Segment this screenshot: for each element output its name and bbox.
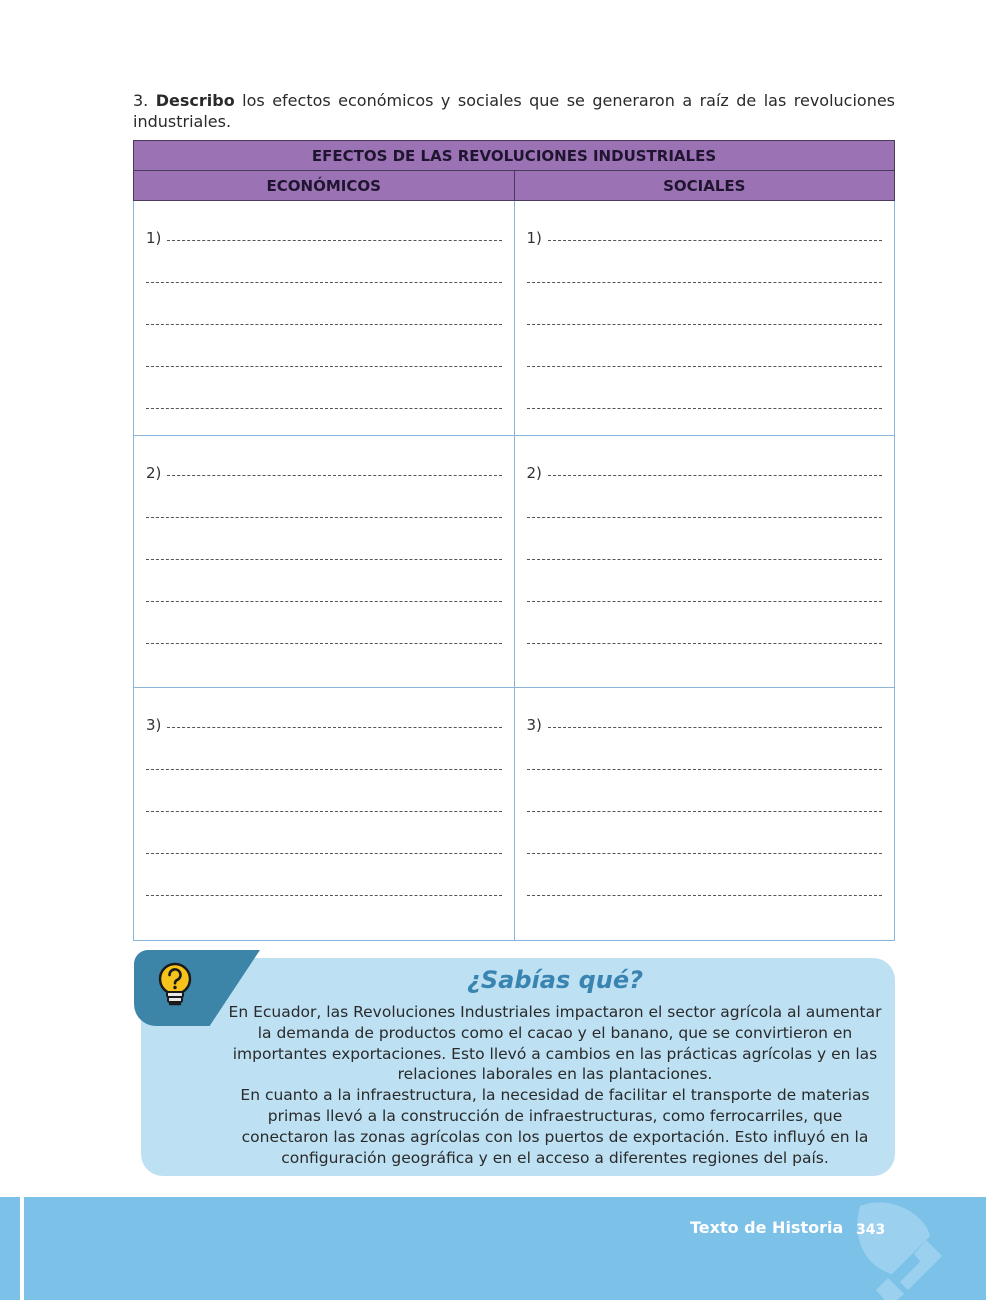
answer-line[interactable] (146, 247, 502, 289)
dashed-line (167, 474, 501, 476)
dashed-line (146, 852, 502, 854)
table-row (134, 201, 895, 436)
item-number: 2) (146, 464, 162, 482)
dashed-line (548, 474, 882, 476)
column-economicos: ECONÓMICOS (134, 171, 515, 201)
dashed-line (146, 323, 502, 325)
table-title: EFECTOS DE LAS REVOLUCIONES INDUSTRIALES (134, 141, 895, 171)
answer-cell-sociales[interactable] (514, 201, 895, 436)
answer-line[interactable] (527, 734, 883, 776)
answer-line[interactable] (527, 566, 883, 608)
dashed-line (146, 810, 502, 812)
answer-line[interactable] (146, 373, 502, 415)
activity-verb: Describo (155, 91, 235, 110)
dashed-line (167, 239, 501, 241)
activity-instruction (133, 90, 895, 132)
dashed-line (527, 810, 883, 812)
answer-line[interactable] (527, 524, 883, 566)
dashed-line (146, 281, 502, 283)
answer-line[interactable] (146, 734, 502, 776)
dashed-line (146, 407, 502, 409)
column-sociales: SOCIALES (514, 171, 895, 201)
answer-line[interactable] (527, 205, 883, 247)
dashed-line (527, 365, 883, 367)
item-number: 3) (146, 716, 162, 734)
item-number: 3) (526, 716, 542, 734)
answer-cell-economicos[interactable] (134, 201, 515, 436)
dashed-line (527, 281, 883, 283)
table-row (134, 688, 895, 941)
dashed-line (527, 558, 883, 560)
dashed-line (146, 768, 502, 770)
answer-line[interactable] (527, 440, 883, 482)
item-number: 2) (526, 464, 542, 482)
answer-line[interactable] (527, 289, 883, 331)
answer-line[interactable] (527, 776, 883, 818)
activity-number: 3. (133, 91, 149, 110)
dashed-line (527, 323, 883, 325)
dashed-line (146, 365, 502, 367)
dashed-line (548, 239, 882, 241)
sabias-que-title: ¿Sabías qué? (466, 966, 644, 994)
dashed-line (167, 726, 501, 728)
dashed-line (146, 600, 502, 602)
answer-line[interactable] (146, 776, 502, 818)
sabias-que-body (225, 1002, 885, 1168)
answer-line[interactable] (527, 860, 883, 902)
answer-line[interactable] (146, 331, 502, 373)
rocket-icon (830, 1196, 950, 1300)
answer-cell-economicos[interactable] (134, 436, 515, 688)
answer-line[interactable] (527, 818, 883, 860)
page-number: 343 (856, 1222, 886, 1238)
dashed-line (527, 516, 883, 518)
answer-line[interactable] (146, 692, 502, 734)
sabias-que-paragraph-2: En cuanto a la infraestructura, la necesidad de facilitar el transporte de materias primas llevó a la construcción de infraestructuras, como ferrocarriles, que conectaron las zonas agrícolas con los puertos de exportación. Esto influyó en la configuración geográfica y en el acceso a diferentes regiones del país. (240, 1086, 870, 1167)
item-number: 1) (526, 229, 542, 247)
answer-line[interactable] (527, 608, 883, 650)
answer-line[interactable] (146, 482, 502, 524)
dashed-line (146, 642, 502, 644)
answer-line[interactable] (146, 440, 502, 482)
answer-line[interactable] (527, 373, 883, 415)
answer-line[interactable] (146, 566, 502, 608)
answer-line[interactable] (146, 818, 502, 860)
answer-line[interactable] (527, 247, 883, 289)
dashed-line (527, 600, 883, 602)
dashed-line (146, 558, 502, 560)
answer-line[interactable] (527, 331, 883, 373)
footer-stripe (20, 1197, 24, 1300)
dashed-line (146, 516, 502, 518)
answer-line[interactable] (146, 289, 502, 331)
answer-line[interactable] (146, 860, 502, 902)
sabias-que-paragraph-1: En Ecuador, las Revoluciones Industriales impactaron el sector agrícola al aumentar la demanda de productos como el cacao y el banano, que se convirtieron en importantes exportaciones. Esto llevó a cambios en las prácticas agrícolas y en las relaciones laborales en las plantaciones. (228, 1003, 882, 1084)
dashed-line (548, 726, 882, 728)
answer-line[interactable] (527, 692, 883, 734)
answer-cell-sociales[interactable] (514, 688, 895, 941)
answer-line[interactable] (146, 608, 502, 650)
lightbulb-question-icon (155, 962, 195, 1008)
item-number: 1) (146, 229, 162, 247)
dashed-line (146, 894, 502, 896)
activity-text: los efectos económicos y sociales que se generaron a raíz de las revoluciones industriales. (133, 91, 896, 131)
answer-cell-sociales[interactable] (514, 436, 895, 688)
footer-book-title: Texto de Historia (690, 1218, 844, 1237)
dashed-line (527, 852, 883, 854)
table-row (134, 436, 895, 688)
answer-line[interactable] (527, 482, 883, 524)
answer-cell-economicos[interactable] (134, 688, 515, 941)
dashed-line (527, 642, 883, 644)
dashed-line (527, 894, 883, 896)
dashed-line (527, 407, 883, 409)
dashed-line (527, 768, 883, 770)
answer-line[interactable] (146, 205, 502, 247)
answer-line[interactable] (146, 524, 502, 566)
effects-table (133, 140, 895, 941)
